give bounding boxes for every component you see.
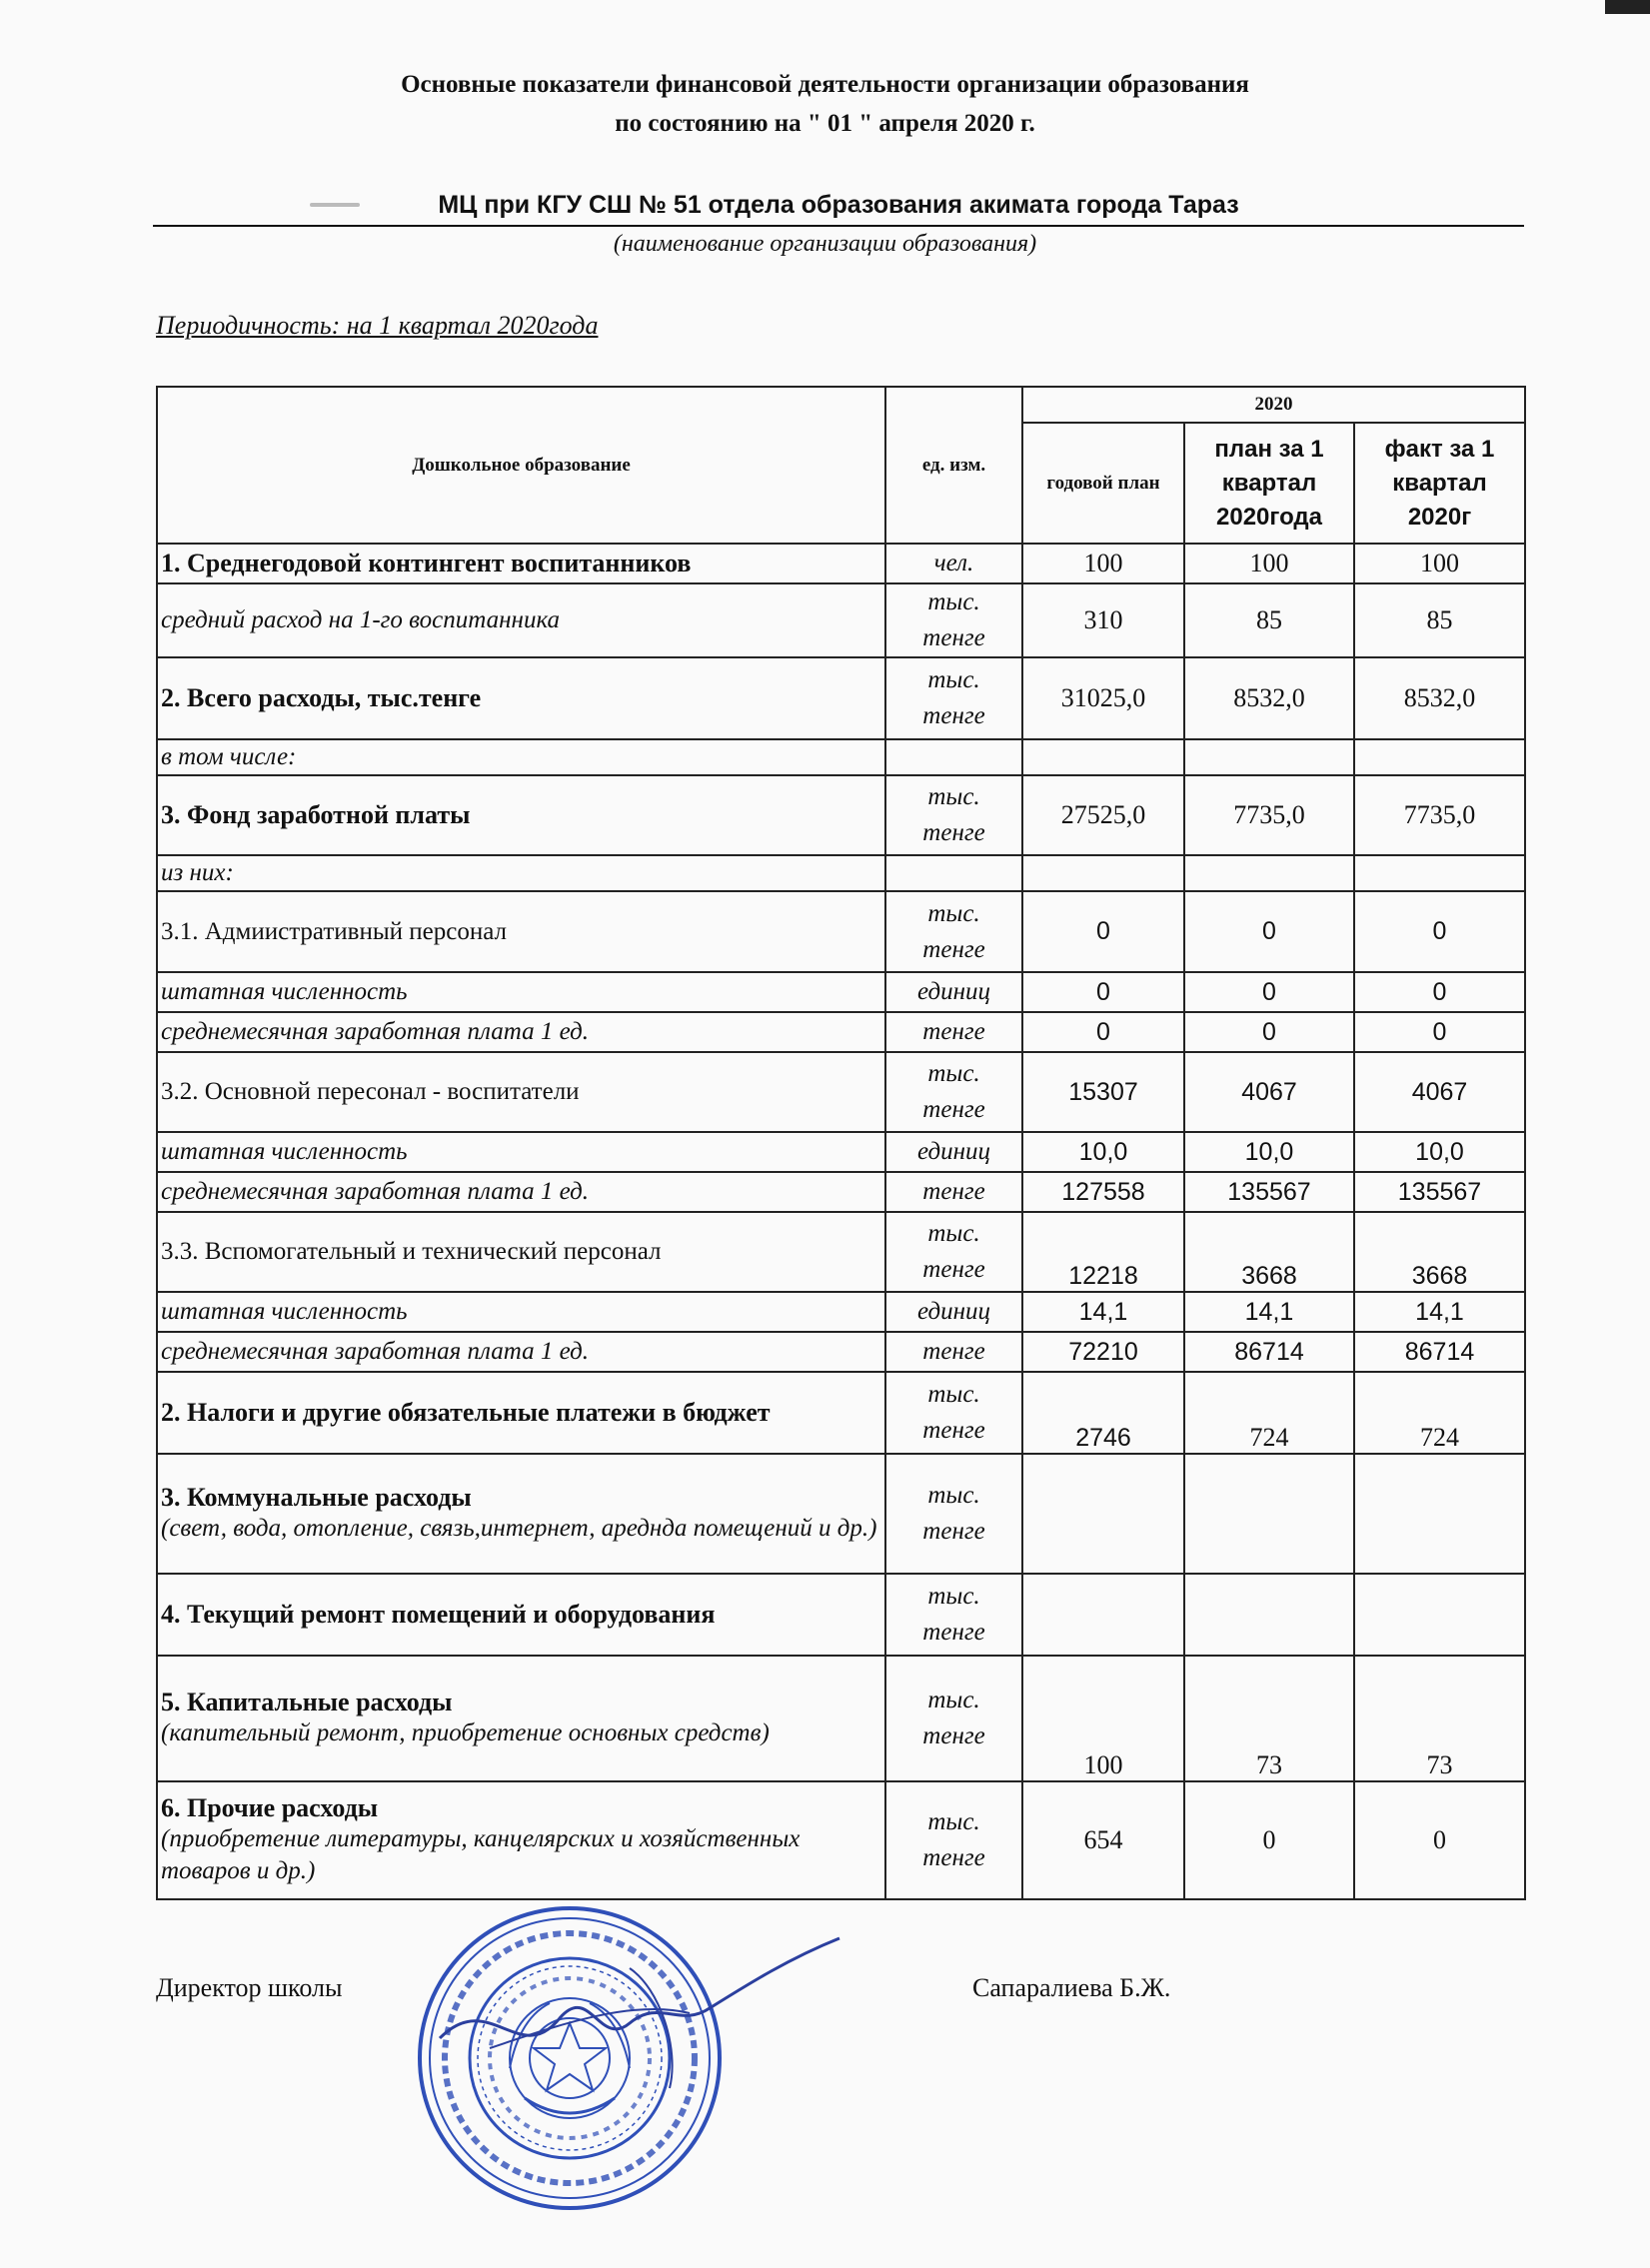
signatory-name: Сапаралиева Б.Ж. <box>972 1973 1171 2002</box>
table-row: 2. Всего расходы, тыс.тенге тыс. тенге 31025,0 8532,0 8532,0 <box>157 657 1525 739</box>
table-row: среднемесячная заработная плата 1 ед. тенге 0 0 0 <box>157 1012 1525 1052</box>
organization-name: МЦ при КГУ СШ № 51 отдела образования акимата города Тараз <box>438 191 1239 219</box>
table-row: 4. Текущий ремонт помещений и оборудования тыс. тенге <box>157 1574 1525 1656</box>
organization-caption: (наименование организации образования) <box>613 231 1037 257</box>
table-row: 3.3. Вспомогательный и технический персонал тыс. тенге 12218 3668 3668 <box>157 1212 1525 1292</box>
table-row: среднемесячная заработная плата 1 ед. тенге 127558 135567 135567 <box>157 1172 1525 1212</box>
table-row: 3. Коммунальные расходы (свет, вода, отопление, связь,интернет, ареднда помещений и др.) тыс. тенге <box>157 1454 1525 1574</box>
table-row: 6. Прочие расходы (приобретение литературы, канцелярских и хозяйственных товаров и др.) тыс. тенге 654 0 0 <box>157 1781 1525 1899</box>
header-year: 2020 <box>1022 387 1525 423</box>
table-row: штатная численность единиц 10,0 10,0 10,0 <box>157 1132 1525 1172</box>
table-row: 3.2. Основной пересонал - воспитатели тыс. тенге 15307 4067 4067 <box>157 1052 1525 1132</box>
organization-underline <box>153 225 1524 227</box>
header-q1-plan: план за 1 квартал 2020года <box>1184 423 1354 544</box>
header-annual-plan: годовой план <box>1022 423 1184 544</box>
header-name-col: Дошкольное образование <box>157 387 885 544</box>
header-unit-col: ед. изм. <box>885 387 1022 544</box>
signatory-position: Директор школы <box>156 1973 343 2002</box>
table-row: среднемесячная заработная плата 1 ед. тенге 72210 86714 86714 <box>157 1332 1525 1372</box>
table-row: в том числе: <box>157 739 1525 775</box>
header-q1-fact: факт за 1 квартал 2020г <box>1354 423 1525 544</box>
table-row: 5. Капитальные расходы (капительный ремонт, приобретение основных средств) тыс. тенге 100 73 73 <box>157 1656 1525 1781</box>
table-row: 3.1. Адмиистративный персонал тыс. тенге 0 0 0 <box>157 891 1525 972</box>
scan-edge <box>1605 0 1650 14</box>
periodicity: Периодичность: на 1 квартал 2020года <box>156 311 599 340</box>
table-row: штатная численность единиц 14,1 14,1 14,1 <box>157 1292 1525 1332</box>
document-title-line2: по состоянию на " 01 " апреля 2020 г. <box>615 110 1035 137</box>
table-row: 2. Налоги и другие обязательные платежи в бюджет тыс. тенге 2746 724 724 <box>157 1372 1525 1454</box>
financial-table <box>156 386 1526 1900</box>
table-row: из них: <box>157 855 1525 891</box>
handwritten-signature <box>430 1928 849 2098</box>
table-row: штатная численность единиц 0 0 0 <box>157 972 1525 1012</box>
table-header-row <box>157 387 1525 423</box>
table-row: средний расход на 1-го воспитанника тыс. тенге 310 85 85 <box>157 583 1525 657</box>
document-title-line1: Основные показатели финансовой деятельности организации образования <box>401 71 1249 98</box>
table-row: 3. Фонд заработной платы тыс. тенге 27525,0 7735,0 7735,0 <box>157 775 1525 855</box>
table-row: 1. Среднегодовой контингент воспитанников чел. 100 100 100 <box>157 544 1525 583</box>
